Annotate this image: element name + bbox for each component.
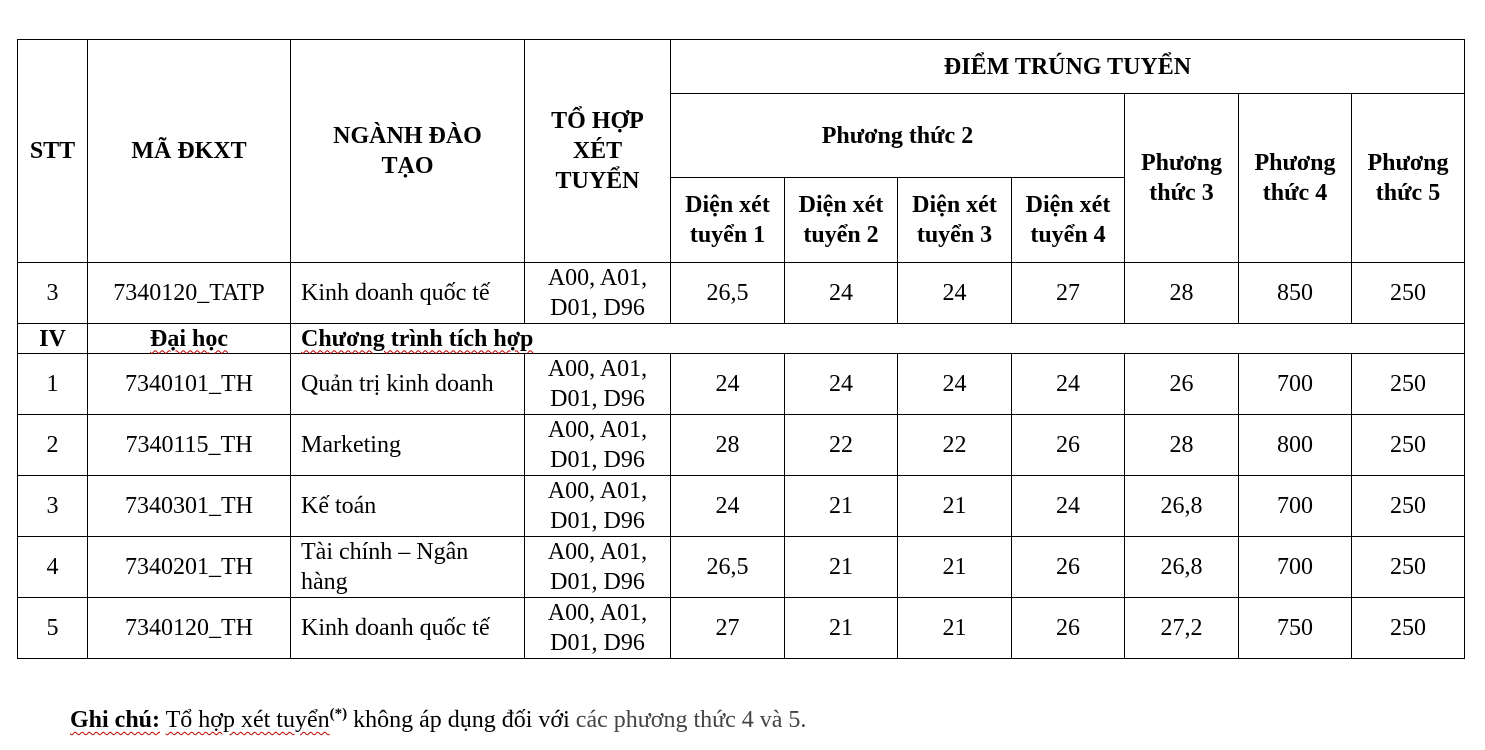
- footnote-superscript: (*): [329, 706, 348, 722]
- cell-to-hop: A00, A01, D01, D96: [525, 415, 671, 476]
- header-phuong-thuc-5: Phương thức 5: [1352, 94, 1465, 263]
- table-row: [18, 598, 1465, 659]
- section-row: [18, 324, 1465, 354]
- cell-nganh: Kinh doanh quốc tế: [291, 263, 525, 324]
- cell-dien-3: 24: [898, 354, 1012, 415]
- header-row-1: [18, 40, 1465, 94]
- cell-pt3: 26,8: [1125, 476, 1239, 537]
- table-row: [18, 476, 1465, 537]
- header-to-hop: TỔ HỢP XÉT TUYỂN: [525, 40, 671, 263]
- cell-stt: 2: [18, 415, 88, 476]
- cell-stt: 3: [18, 263, 88, 324]
- cell-dien-3: 21: [898, 598, 1012, 659]
- cell-ma: 7340120_TATP: [88, 263, 291, 324]
- cell-to-hop: A00, A01, D01, D96: [525, 476, 671, 537]
- cell-dien-3: 21: [898, 537, 1012, 598]
- cell-pt3: 26,8: [1125, 537, 1239, 598]
- section-program-text: Chương trình tích hợp: [301, 325, 534, 352]
- table-row: [18, 415, 1465, 476]
- cell-dien-4: 26: [1012, 415, 1125, 476]
- cell-ma: 7340115_TH: [88, 415, 291, 476]
- footnote-text-2: không áp dụng đối với: [353, 707, 570, 733]
- cell-dien-2: 24: [785, 263, 898, 324]
- table-row: [18, 263, 1465, 324]
- header-phuong-thuc-4: Phương thức 4: [1239, 94, 1352, 263]
- header-dien-xet-tuyen-4: Diện xét tuyển 4: [1012, 178, 1125, 263]
- cell-dien-2: 21: [785, 598, 898, 659]
- cell-dien-4: 27: [1012, 263, 1125, 324]
- cell-dien-3: 21: [898, 476, 1012, 537]
- cell-dien-4: 26: [1012, 537, 1125, 598]
- cell-nganh: Marketing: [291, 415, 525, 476]
- cell-ma: 7340120_TH: [88, 598, 291, 659]
- footnote-text-1: Tổ hợp xét tuyển: [165, 707, 330, 733]
- cell-pt3: 28: [1125, 263, 1239, 324]
- header-diem-trung-tuyen: ĐIỂM TRÚNG TUYỂN: [671, 40, 1465, 94]
- section-stt: IV: [18, 324, 88, 354]
- cell-dien-3: 24: [898, 263, 1012, 324]
- admission-score-table: [17, 39, 1465, 659]
- footnote-label: Ghi chú:: [70, 707, 161, 733]
- header-phuong-thuc-3: Phương thức 3: [1125, 94, 1239, 263]
- cell-dien-4: 24: [1012, 354, 1125, 415]
- cell-dien-4: 26: [1012, 598, 1125, 659]
- table-row: [18, 354, 1465, 415]
- cell-pt3: 26: [1125, 354, 1239, 415]
- cell-pt5: 250: [1352, 354, 1465, 415]
- footnote-text-3: các phương thức 4 và 5.: [575, 707, 807, 733]
- cell-dien-1: 28: [671, 415, 785, 476]
- cell-pt4: 700: [1239, 354, 1352, 415]
- cell-dien-2: 24: [785, 354, 898, 415]
- footnote: [70, 698, 806, 736]
- cell-pt4: 850: [1239, 263, 1352, 324]
- cell-dien-1: 24: [671, 354, 785, 415]
- cell-nganh: Kinh doanh quốc tế: [291, 598, 525, 659]
- cell-dien-1: 26,5: [671, 537, 785, 598]
- cell-stt: 5: [18, 598, 88, 659]
- cell-to-hop: A00, A01, D01, D96: [525, 354, 671, 415]
- cell-to-hop: A00, A01, D01, D96: [525, 537, 671, 598]
- cell-pt3: 27,2: [1125, 598, 1239, 659]
- header-nganh-dao-tao: NGÀNH ĐÀO TẠO: [291, 40, 525, 263]
- header-phuong-thuc-2: Phương thức 2: [671, 94, 1125, 178]
- cell-dien-1: 26,5: [671, 263, 785, 324]
- cell-pt5: 250: [1352, 263, 1465, 324]
- table-row: [18, 537, 1465, 598]
- cell-dien-2: 21: [785, 537, 898, 598]
- cell-to-hop: A00, A01, D01, D96: [525, 263, 671, 324]
- header-stt: STT: [18, 40, 88, 263]
- cell-stt: 1: [18, 354, 88, 415]
- cell-ma: 7340201_TH: [88, 537, 291, 598]
- cell-ma: 7340101_TH: [88, 354, 291, 415]
- cell-pt5: 250: [1352, 476, 1465, 537]
- cell-nganh: Kế toán: [291, 476, 525, 537]
- cell-pt4: 700: [1239, 476, 1352, 537]
- cell-pt5: 250: [1352, 537, 1465, 598]
- section-level-text: Đại học: [150, 325, 228, 352]
- cell-stt: 3: [18, 476, 88, 537]
- header-dien-xet-tuyen-3: Diện xét tuyển 3: [898, 178, 1012, 263]
- header-dien-xet-tuyen-2: Diện xét tuyển 2: [785, 178, 898, 263]
- section-program: [291, 324, 1465, 354]
- cell-dien-1: 27: [671, 598, 785, 659]
- cell-dien-2: 22: [785, 415, 898, 476]
- cell-pt4: 750: [1239, 598, 1352, 659]
- cell-stt: 4: [18, 537, 88, 598]
- section-level: [88, 324, 291, 354]
- header-ma-dkxt: MÃ ĐKXT: [88, 40, 291, 263]
- cell-dien-3: 22: [898, 415, 1012, 476]
- cell-pt4: 800: [1239, 415, 1352, 476]
- cell-dien-4: 24: [1012, 476, 1125, 537]
- cell-pt5: 250: [1352, 415, 1465, 476]
- cell-pt5: 250: [1352, 598, 1465, 659]
- cell-dien-2: 21: [785, 476, 898, 537]
- header-dien-xet-tuyen-1: Diện xét tuyển 1: [671, 178, 785, 263]
- cell-ma: 7340301_TH: [88, 476, 291, 537]
- cell-pt4: 700: [1239, 537, 1352, 598]
- cell-dien-1: 24: [671, 476, 785, 537]
- cell-to-hop: A00, A01, D01, D96: [525, 598, 671, 659]
- cell-nganh: Quản trị kinh doanh: [291, 354, 525, 415]
- cell-pt3: 28: [1125, 415, 1239, 476]
- cell-nganh: Tài chính – Ngân hàng: [291, 537, 525, 598]
